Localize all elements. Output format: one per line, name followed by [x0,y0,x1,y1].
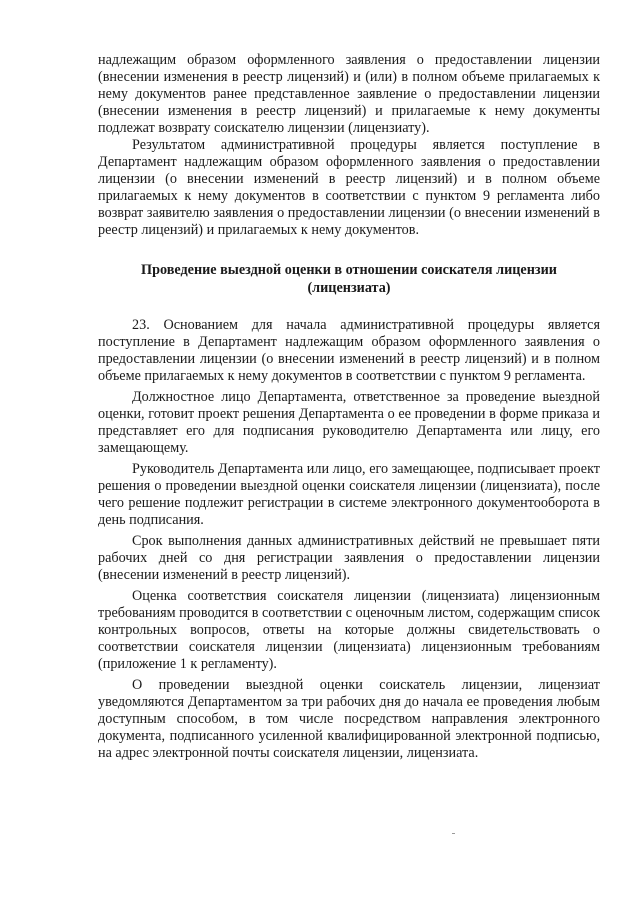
paragraph-result: Результатом административной процедуры является поступление в Департамент надлежащим образом оформленного заявления о предоставлении лицензии (о внесении изменений в реестр лицензий) и в полном объеме прилагаемых к нему документов в соответствии с пунктом 9 регламента либо возврат заявителю заявления о предоставлении лицензии (о внесении изменений в реестр лицензий) и прилагаемых к нему документов. [98,137,600,238]
paragraph-item-23: 23. Основанием для начала административной процедуры является поступление в Департамент надлежащим образом оформленного заявления о предоставлении лицензии (о внесении изменений в реестр лицензий) и в полном объеме прилагаемых к нему документов в соответствии с пунктом 9 регламента. [98,317,600,384]
paragraph-compliance-assessment: Оценка соответствия соискателя лицензии (лицензиата) лицензионным требованиям проводится в соответствии с оценочным листом, содержащим список контрольных вопросов, ответы на которые должны свидетельствовать о соответствии соискателя лицензии (лицензиата) лицензионным требованиям (приложение 1 к регламенту). [98,588,601,672]
document-page [98,52,600,762]
paragraph-head-signs: Руководитель Департамента или лицо, его замещающее, подписывает проект решения о проведении выездной оценки соискателя лицензии (лицензиата), после чего решение подлежит регистрации в системе электронного документооборота в день подписания. [98,461,600,528]
scan-speck [452,833,455,834]
paragraph-notification: О проведении выездной оценки соискатель лицензии, лицензиат уведомляются Департаментом за три рабочих дня до начала ее проведения любым доступным способом, в том числе посредством направления электронного документа, подписанного усиленной квалифицированной электронной подписью, на адрес электронной почты соискателя лицензии, лицензиата. [98,677,600,761]
paragraph-deadline: Срок выполнения данных административных действий не превышает пяти рабочих дней со дня регистрации заявления о предоставлении лицензии (внесении изменений в реестр лицензий). [98,533,600,583]
section-heading-line-1: Проведение выездной оценки в отношении соискателя лицензии [141,262,557,278]
section-heading-line-2: (лицензиата) [307,280,391,296]
paragraph-official-prepares: Должностное лицо Департамента, ответственное за проведение выездной оценки, готовит проект решения Департамента о ее проведении в форме приказа и представляет его для подписания руководителю Департамента или лицу, его замещающему. [98,389,600,456]
paragraph-continuation: надлежащим образом оформленного заявления о предоставлении лицензии (внесении изменения в реестр лицензий) и (или) в полном объеме прилагаемых к нему документов ранее представленное заявление о предоставлении лицензии (внесении изменения в реестр лицензий) и прилагаемые к нему документы подлежат возврату соискателю лицензии (лицензиату). [98,52,600,136]
section-heading [98,261,600,297]
